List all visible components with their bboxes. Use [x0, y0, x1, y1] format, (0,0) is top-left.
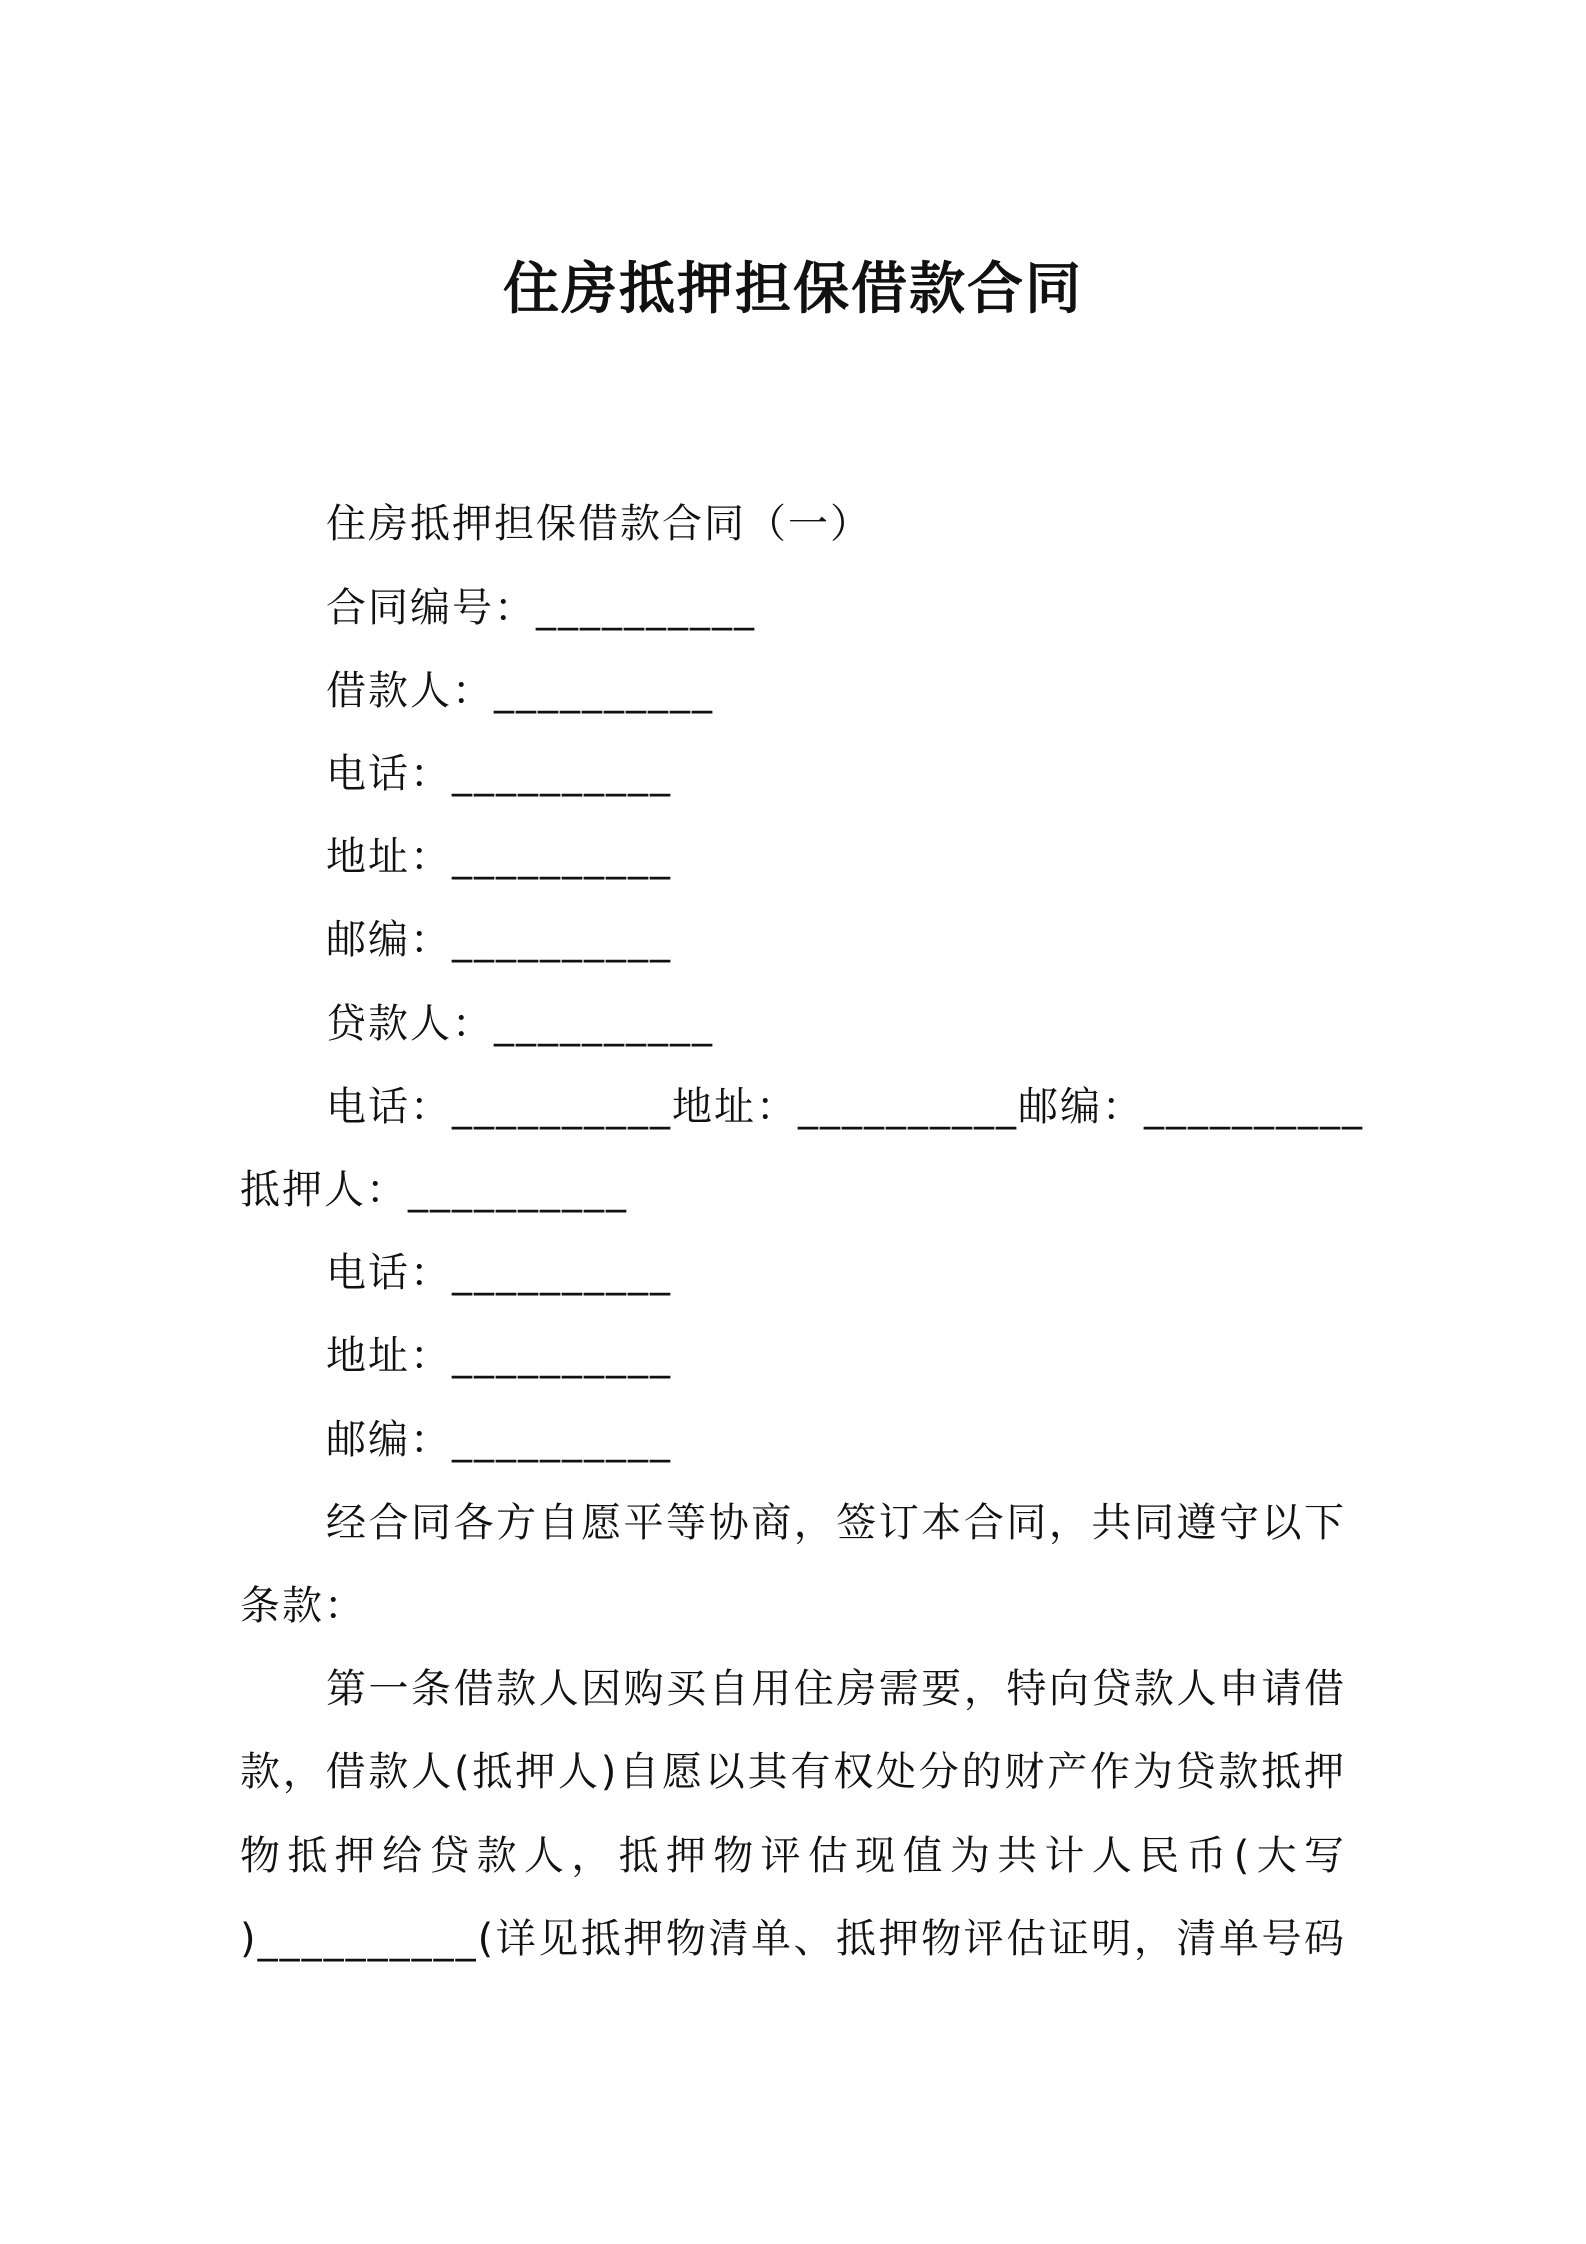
borrower-line: 借款人：__________ [326, 668, 714, 714]
article-one-line-2: 款，借款人(抵押人)自愿以其有权处分的财产作为贷款抵押 [240, 1749, 1346, 1795]
article-one-line-3: 物抵押给贷款人，抵押物评估现值为共计人民币(大写 [240, 1833, 1346, 1879]
mortgagor-postcode-line: 邮编：__________ [326, 1417, 672, 1463]
document-title: 住房抵押担保借款合同 [503, 257, 1083, 322]
article-one-line-1: 第一条借款人因购买自用住房需要，特向贷款人申请借 [326, 1666, 1346, 1712]
borrower-phone-line: 电话：__________ [326, 751, 672, 797]
lender-line: 贷款人：__________ [326, 1001, 714, 1047]
preamble-line-1: 经合同各方自愿平等协商，签订本合同，共同遵守以下 [326, 1500, 1346, 1546]
article-one-line-4: )__________(详见抵押物清单、抵押物评估证明，清单号码 [240, 1916, 1346, 1962]
mortgagor-phone-line: 电话：__________ [326, 1250, 672, 1296]
mortgagor-address-line: 地址：__________ [326, 1333, 672, 1379]
borrower-address-line: 地址：__________ [326, 834, 672, 880]
lender-contact-line: 电话：__________地址：__________邮编：__________ [326, 1084, 1364, 1130]
borrower-postcode-line: 邮编：__________ [326, 917, 672, 963]
preamble-line-2: 条款： [240, 1583, 366, 1629]
contract-number-line: 合同编号：__________ [326, 585, 756, 631]
mortgagor-line: 抵押人：__________ [240, 1167, 628, 1213]
contract-subtitle: 住房抵押担保借款合同（一） [326, 501, 872, 547]
